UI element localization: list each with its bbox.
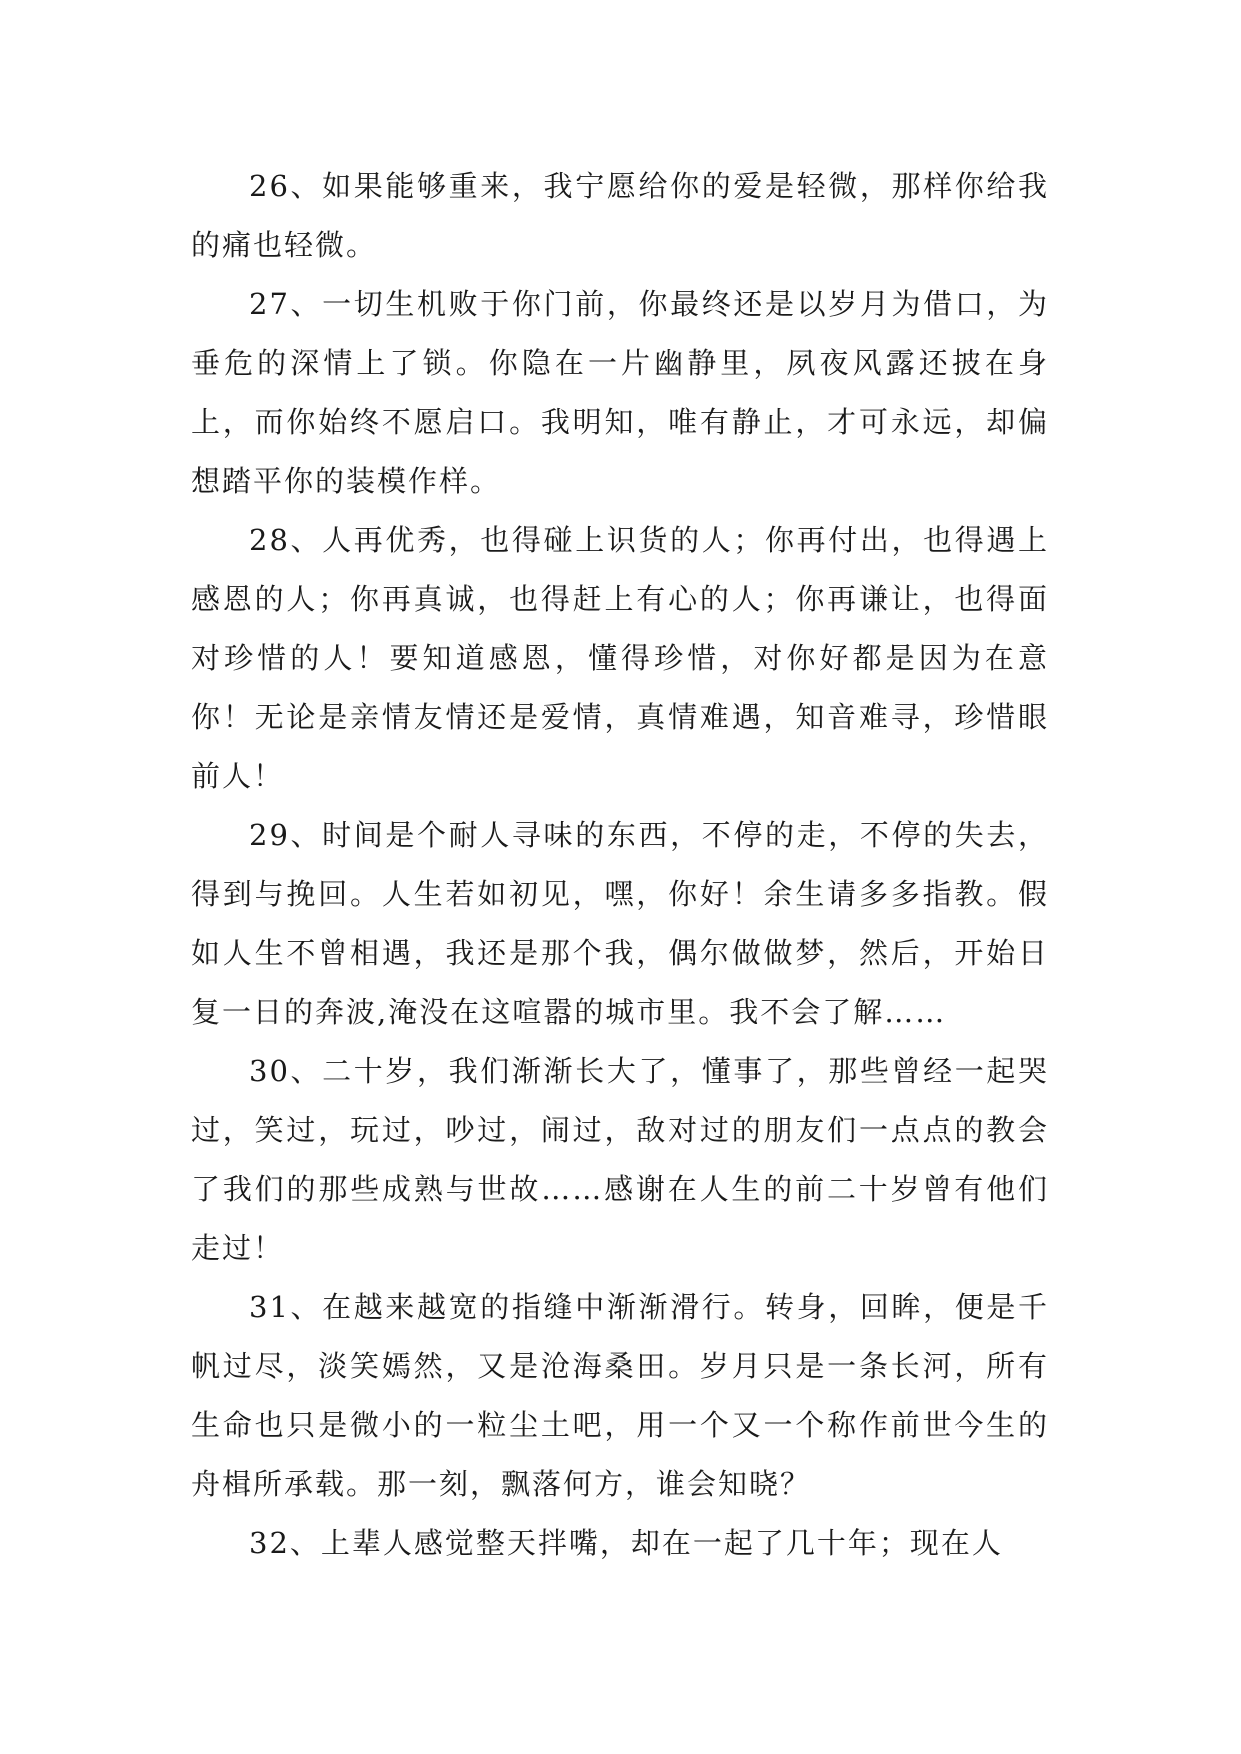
paragraph-27: 27、一切生机败于你门前，你最终还是以岁月为借口，为垂危的深情上了锁。你隐在一片幽静里，夙夜风露还披在身上，而你始终不愿启口。我明知，唯有静止，才可永远，却偏想踏平你的装模作样。 — [191, 287, 1049, 498]
paragraph-32: 32、上辈人感觉整天拌嘴，却在一起了几十年；现在人 — [249, 1526, 1003, 1560]
paragraph-31: 31、在越来越宽的指缝中渐渐滑行。转身，回眸，便是千帆过尽，淡笑嫣然，又是沧海桑田。岁月只是一条长河，所有生命也只是微小的一粒尘土吧，用一个又一个称作前世今生的舟楫所承载。那一刻，飘落何方，谁会知晓？ — [191, 1290, 1049, 1501]
document-body — [191, 157, 1049, 1573]
paragraph-26: 26、如果能够重来，我宁愿给你的爱是轻微，那样你给我的痛也轻微。 — [191, 169, 1049, 262]
paragraph-28: 28、人再优秀，也得碰上识货的人；你再付出，也得遇上感恩的人；你再真诚，也得赶上有心的人；你再谦让，也得面对珍惜的人！要知道感恩，懂得珍惜，对你好都是因为在意你！无论是亲情友情还是爱情，真情难遇，知音难寻，珍惜眼前人！ — [191, 523, 1049, 793]
paragraph-29: 29、时间是个耐人寻味的东西，不停的走，不停的失去，得到与挽回。人生若如初见，嘿，你好！余生请多多指教。假如人生不曾相遇，我还是那个我，偶尔做做梦，然后，开始日复一日的奔波,淹没在这喧嚣的城市里。我不会了解…… — [191, 818, 1049, 1029]
paragraph-30: 30、二十岁，我们渐渐长大了，懂事了，那些曾经一起哭过，笑过，玩过，吵过，闹过，敌对过的朋友们一点点的教会了我们的那些成熟与世故……感谢在人生的前二十岁曾有他们走过！ — [191, 1054, 1049, 1265]
